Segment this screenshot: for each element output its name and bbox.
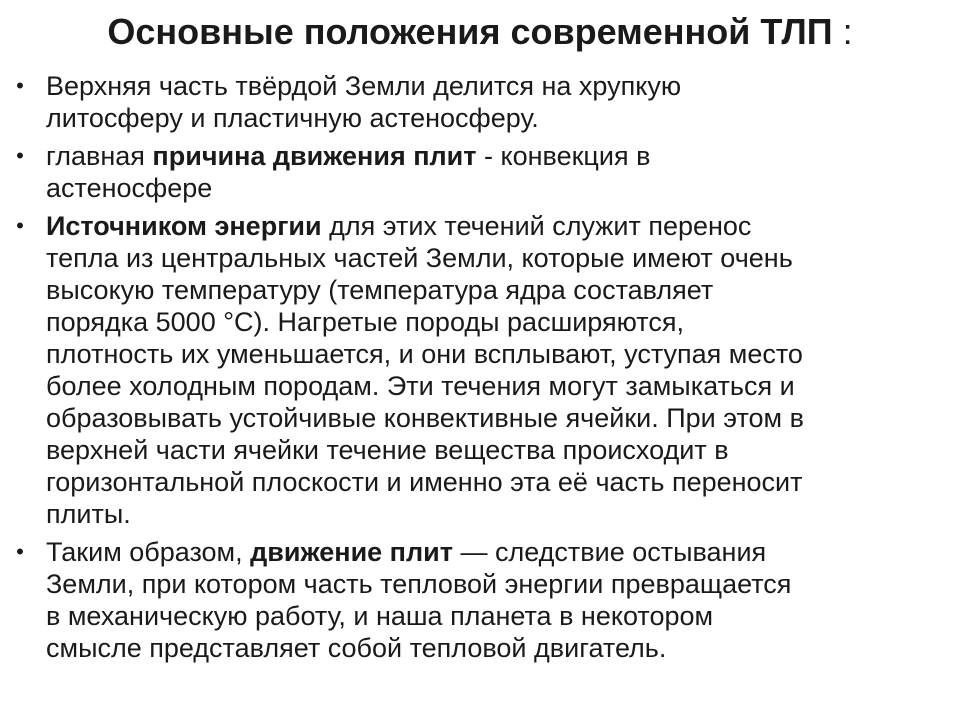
bullet-line bbox=[46, 402, 946, 434]
bullet-list bbox=[16, 70, 946, 670]
bullet-line bbox=[46, 568, 946, 600]
bullet-text-bold: движение плит bbox=[250, 537, 453, 567]
bullet-item bbox=[16, 70, 946, 134]
bullet-text: порядка 5000 °С). Нагретые породы расширяются, bbox=[46, 307, 684, 337]
bullet-dot-icon: • bbox=[16, 143, 24, 168]
bullet-text: горизонтальной плоскости и именно эта её часть переносит bbox=[46, 467, 803, 497]
bullet-dot-icon: • bbox=[16, 213, 24, 238]
bullet-line bbox=[46, 466, 946, 498]
bullet-text: образовывать устойчивые конвективные ячейки. При этом в bbox=[46, 403, 804, 433]
bullet-line bbox=[46, 242, 946, 274]
bullet-line bbox=[46, 210, 946, 242]
bullet-text: — следствие остывания bbox=[452, 537, 767, 567]
bullet-line bbox=[46, 274, 946, 306]
bullet-line bbox=[46, 370, 946, 402]
slide-title-text: Основные положения современной ТЛП bbox=[107, 11, 833, 52]
bullet-text-bold: причина движения плит bbox=[152, 141, 477, 171]
bullet-text: Таким образом, bbox=[46, 537, 251, 567]
bullet-line bbox=[46, 306, 946, 338]
bullet-line bbox=[46, 536, 946, 568]
bullet-dot-icon: • bbox=[16, 539, 24, 564]
bullet-text: Верхняя часть твёрдой Земли делится на хрупкую bbox=[46, 71, 682, 101]
bullet-line bbox=[46, 172, 946, 204]
bullet-text: для этих течений служит перенос bbox=[321, 211, 752, 241]
bullet-text: плиты. bbox=[46, 499, 131, 529]
bullet-line bbox=[46, 140, 946, 172]
bullet-text: тепла из центральных частей Земли, которые имеют очень bbox=[46, 243, 793, 273]
bullet-text: плотность их уменьшается, и они всплывают, уступая место bbox=[46, 339, 803, 369]
bullet-text: в механическую работу, и наша планета в некотором bbox=[46, 601, 714, 631]
bullet-text: главная bbox=[46, 141, 153, 171]
bullet-text: астеносфере bbox=[46, 173, 213, 203]
bullet-text: смысле представляет собой тепловой двигатель. bbox=[46, 633, 667, 663]
slide-title-colon: : bbox=[832, 11, 853, 52]
bullet-text: Земли, при котором часть тепловой энергии превращается bbox=[46, 569, 792, 599]
bullet-item bbox=[16, 210, 946, 530]
bullet-text: более холодным породам. Эти течения могут замыкаться и bbox=[46, 371, 795, 401]
bullet-dot-icon: • bbox=[16, 73, 24, 98]
bullet-line bbox=[46, 434, 946, 466]
bullet-line bbox=[46, 70, 946, 102]
bullet-line bbox=[46, 600, 946, 632]
bullet-line bbox=[46, 338, 946, 370]
bullet-text: высокую температуру (температура ядра составляет bbox=[46, 275, 714, 305]
bullet-line bbox=[46, 102, 946, 134]
bullet-item bbox=[16, 140, 946, 204]
bullet-text: литосферу и пластичную астеносферу. bbox=[46, 103, 539, 133]
bullet-item bbox=[16, 536, 946, 664]
bullet-line bbox=[46, 632, 946, 664]
slide-title bbox=[20, 10, 940, 54]
bullet-text-bold: Источником энергии bbox=[46, 211, 322, 241]
bullet-text: верхней части ячейки течение вещества происходит в bbox=[46, 435, 729, 465]
bullet-line bbox=[46, 498, 946, 530]
bullet-text: - конвекция в bbox=[476, 141, 651, 171]
